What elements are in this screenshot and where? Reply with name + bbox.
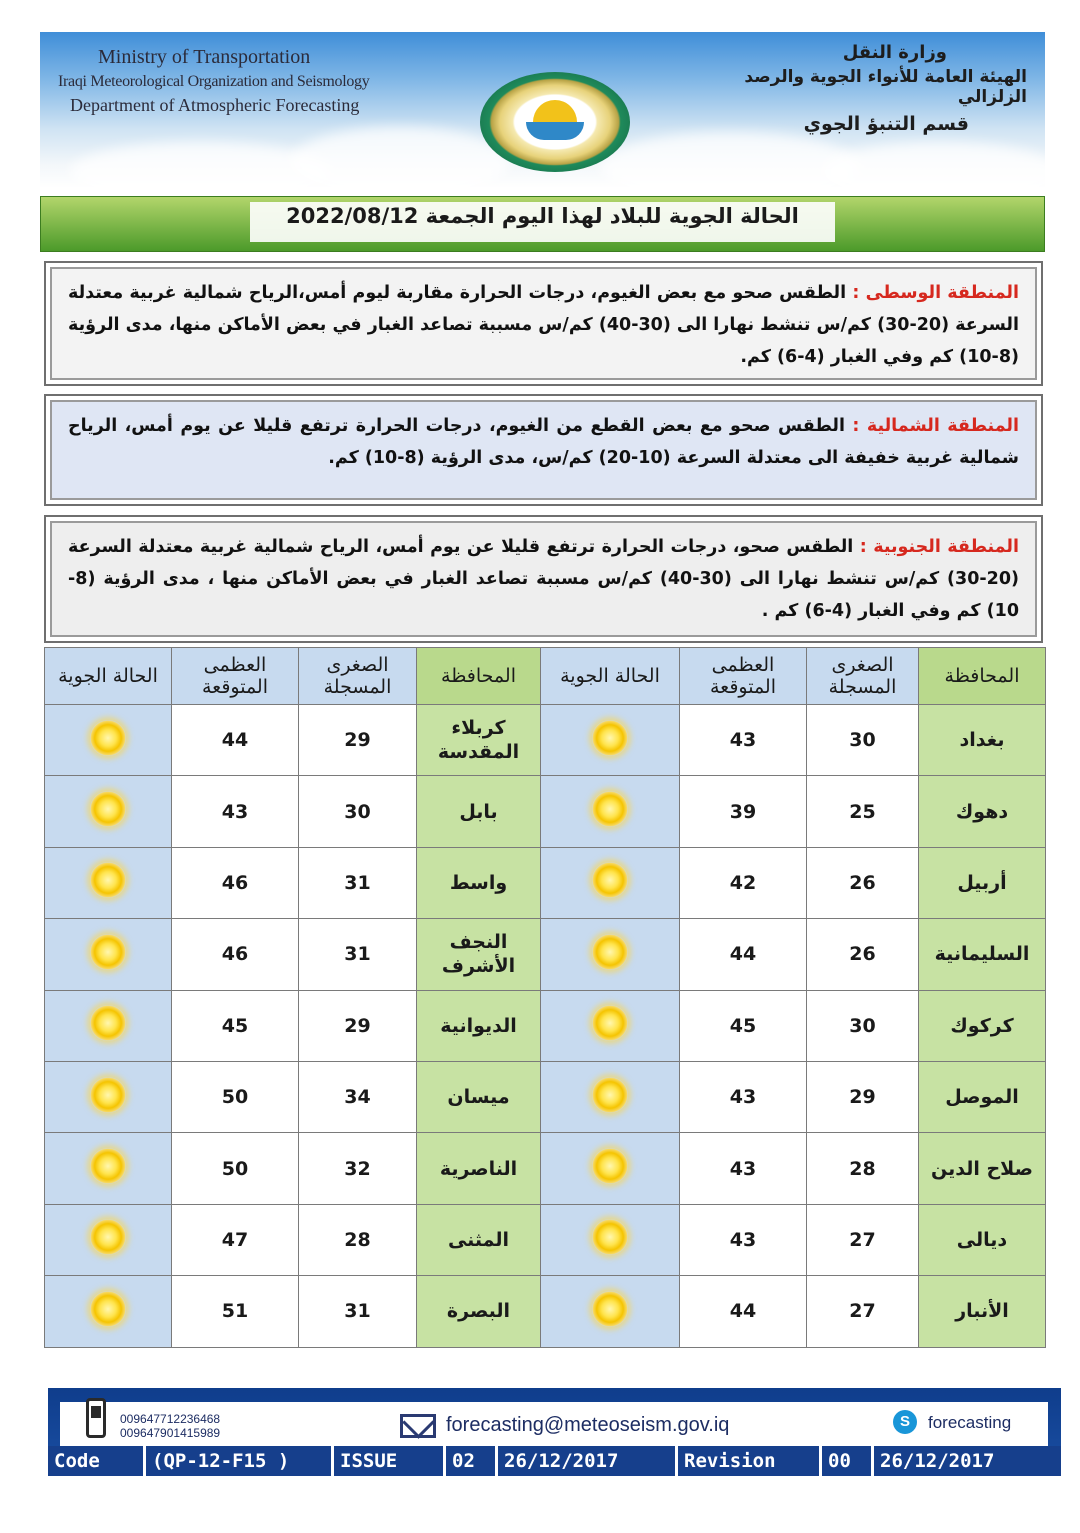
sun-icon — [592, 720, 628, 756]
ministry-name-ar: وزارة النقل — [842, 42, 947, 63]
region-south-body: الطقس صحو، درجات الحرارة ترتفع قليلا عن يوم أمس، الرياح شمالية غربية معتدلة السرعة (20-30) كم/س تنشط نهارا الى (30-40) كم/س مسببة تصاعد الغبار في بعض الأماكن منها ، مدى الرؤية (8-10) كم وفي الغبار (4-6) كم . — [68, 537, 1020, 621]
min-temp-cell: 31 — [299, 919, 417, 990]
region-central-body: الطقس صحو مع بعض الغيوم، درجات الحرارة مقاربة ليوم أمس،الرياح شمالية غربية معتدلة السرعة (20-30) كم/س تنشط نهارا الى (30-40) كم/س مسببة تصاعد الغبار في بعض الأماكن منها، مدى الرؤية (8-10) كم وفي الغبار (4-6) كم. — [68, 283, 1019, 367]
governorate-cell: كربلاء المقدسة — [417, 705, 541, 776]
sun-icon — [90, 720, 126, 756]
table-row — [45, 847, 1046, 918]
max-temp-cell: 43 — [680, 1133, 807, 1204]
sun-icon — [592, 934, 628, 970]
max-temp-cell: 43 — [172, 776, 299, 847]
header-arabic — [727, 42, 1027, 135]
max-temp-cell: 45 — [172, 990, 299, 1061]
weather-state-cell — [45, 1133, 172, 1204]
sun-icon — [90, 1291, 126, 1327]
weather-state-cell — [541, 1133, 680, 1204]
max-temp-cell: 44 — [680, 919, 807, 990]
weather-state-cell — [541, 1276, 680, 1347]
governorate-cell: البصرة — [417, 1276, 541, 1347]
governorate-cell: ميسان — [417, 1061, 541, 1132]
sun-icon — [592, 862, 628, 898]
mail-icon — [400, 1414, 436, 1438]
sun-icon — [90, 1219, 126, 1255]
min-temp-cell: 26 — [807, 919, 919, 990]
region-central-text — [50, 267, 1037, 380]
sun-icon — [592, 1291, 628, 1327]
logo-wave-shape — [526, 122, 584, 140]
sun-icon — [592, 1077, 628, 1113]
logo-sun-shape — [533, 100, 577, 122]
max-temp-cell: 44 — [172, 705, 299, 776]
table-row — [45, 1133, 1046, 1204]
bulletin-page — [40, 32, 1045, 1492]
region-central-box — [44, 261, 1043, 386]
issue-label: ISSUE — [334, 1446, 446, 1476]
governorate-cell: بابل — [417, 776, 541, 847]
governorate-cell: السليمانية — [919, 919, 1046, 990]
header-min: الصغرى المسجلة — [299, 648, 417, 705]
weather-state-cell — [45, 847, 172, 918]
department-name-ar: قسم التنبؤ الجوي — [803, 113, 969, 135]
max-temp-cell: 43 — [680, 1204, 807, 1275]
code-value: (QP-12-F15 ) — [146, 1446, 334, 1476]
governorate-cell: بغداد — [919, 705, 1046, 776]
table-row — [45, 1276, 1046, 1347]
max-temp-cell: 45 — [680, 990, 807, 1061]
weather-state-cell — [45, 1276, 172, 1347]
weather-state-cell — [541, 705, 680, 776]
code-label: Code — [48, 1446, 146, 1476]
table-row — [45, 919, 1046, 990]
region-central-label: المنطقة الوسطى : — [852, 283, 1020, 303]
weather-state-cell — [541, 1061, 680, 1132]
weather-state-cell — [45, 1204, 172, 1275]
region-north-text — [50, 400, 1037, 500]
header-governorate: المحافظة — [417, 648, 541, 705]
governorate-cell: النجف الأشرف — [417, 919, 541, 990]
revision-number: 00 — [822, 1446, 874, 1476]
document-code-row — [48, 1446, 1061, 1476]
header-governorate: المحافظة — [919, 648, 1046, 705]
organization-name-en: Iraqi Meteorological Organization and Seismology — [58, 73, 370, 90]
min-temp-cell: 30 — [807, 705, 919, 776]
min-temp-cell: 27 — [807, 1204, 919, 1275]
weather-state-cell — [45, 919, 172, 990]
weather-state-cell — [45, 990, 172, 1061]
weather-state-cell — [45, 705, 172, 776]
min-temp-cell: 28 — [807, 1133, 919, 1204]
max-temp-cell: 46 — [172, 919, 299, 990]
sun-icon — [592, 1219, 628, 1255]
weather-state-cell — [45, 776, 172, 847]
header-state: الحالة الجوية — [541, 648, 680, 705]
table-row — [45, 990, 1046, 1061]
min-temp-cell: 28 — [299, 1204, 417, 1275]
governorate-cell: المثنى — [417, 1204, 541, 1275]
governorate-cell: ديالى — [919, 1204, 1046, 1275]
max-temp-cell: 47 — [172, 1204, 299, 1275]
min-temp-cell: 27 — [807, 1276, 919, 1347]
sun-icon — [90, 1077, 126, 1113]
max-temp-cell: 51 — [172, 1276, 299, 1347]
min-temp-cell: 31 — [299, 1276, 417, 1347]
weather-state-cell — [45, 1061, 172, 1132]
region-south-box — [44, 515, 1043, 643]
header-state: الحالة الجوية — [45, 648, 172, 705]
sun-icon — [592, 791, 628, 827]
sun-icon — [592, 1005, 628, 1041]
sun-icon — [90, 862, 126, 898]
skype-name[interactable]: forecasting — [928, 1413, 1012, 1432]
governorate-cell: دهوك — [919, 776, 1046, 847]
forecast-table — [44, 647, 1046, 1348]
phone-icon — [86, 1398, 106, 1438]
min-temp-cell: 29 — [299, 990, 417, 1061]
min-temp-cell: 25 — [807, 776, 919, 847]
ministry-name-en: Ministry of Transportation — [98, 46, 311, 68]
max-temp-cell: 50 — [172, 1133, 299, 1204]
max-temp-cell: 46 — [172, 847, 299, 918]
revision-date: 26/12/2017 — [874, 1446, 1061, 1476]
weather-state-cell — [541, 919, 680, 990]
header-banner — [40, 32, 1045, 188]
governorate-cell: الديوانية — [417, 990, 541, 1061]
min-temp-cell: 29 — [807, 1061, 919, 1132]
header-min: الصغرى المسجلة — [807, 648, 919, 705]
governorate-cell: الناصرية — [417, 1133, 541, 1204]
min-temp-cell: 32 — [299, 1133, 417, 1204]
weather-state-cell — [541, 1204, 680, 1275]
revision-label: Revision — [678, 1446, 822, 1476]
table-row — [45, 1204, 1046, 1275]
min-temp-cell: 26 — [807, 847, 919, 918]
organization-logo-icon — [480, 72, 630, 172]
region-north-box — [44, 394, 1043, 506]
governorate-cell: أربيل — [919, 847, 1046, 918]
department-name-en: Department of Atmospheric Forecasting — [70, 95, 360, 115]
min-temp-cell: 31 — [299, 847, 417, 918]
table-header-row — [45, 648, 1046, 705]
header-max: العظمى المتوقعة — [680, 648, 807, 705]
max-temp-cell: 43 — [680, 705, 807, 776]
max-temp-cell: 44 — [680, 1276, 807, 1347]
organization-name-ar: الهيئة العامة للأنواء الجوية والرصد الزلزالي — [744, 67, 1027, 107]
sun-icon — [90, 1005, 126, 1041]
weather-state-cell — [541, 990, 680, 1061]
table-row — [45, 1061, 1046, 1132]
header-english — [58, 46, 378, 116]
max-temp-cell: 43 — [680, 1061, 807, 1132]
governorate-cell: الأنبار — [919, 1276, 1046, 1347]
skype-icon: S — [893, 1410, 917, 1434]
phone-1: 009647712236468 — [120, 1412, 221, 1426]
governorate-cell: واسط — [417, 847, 541, 918]
region-north-label: المنطقة الشمالية : — [852, 416, 1019, 436]
max-temp-cell: 39 — [680, 776, 807, 847]
page-title: الحالة الجوية للبلاد لهذا اليوم الجمعة 2022/08/12 — [286, 204, 799, 228]
min-temp-cell: 34 — [299, 1061, 417, 1132]
table-row — [45, 776, 1046, 847]
region-north-body: الطقس صحو مع بعض القطع من الغيوم، درجات الحرارة ترتفع قليلا عن يوم أمس، الرياح شمالية غربية خفيفة الى معتدلة السرعة (10-20) كم/س، مدى الرؤية (8-10) كم. — [68, 416, 1019, 468]
min-temp-cell: 29 — [299, 705, 417, 776]
issue-date: 26/12/2017 — [498, 1446, 678, 1476]
governorate-cell: كركوك — [919, 990, 1046, 1061]
region-south-text — [50, 521, 1037, 637]
phone-2: 009647901415989 — [120, 1426, 221, 1440]
region-south-label: المنطقة الجنوبية : — [859, 537, 1019, 557]
min-temp-cell: 30 — [299, 776, 417, 847]
governorate-cell: صلاح الدين — [919, 1133, 1046, 1204]
min-temp-cell: 30 — [807, 990, 919, 1061]
governorate-cell: الموصل — [919, 1061, 1046, 1132]
table-body — [45, 705, 1046, 1348]
weather-state-cell — [541, 776, 680, 847]
sun-icon — [90, 1148, 126, 1184]
max-temp-cell: 42 — [680, 847, 807, 918]
sun-icon — [592, 1148, 628, 1184]
sun-icon — [90, 934, 126, 970]
phone-numbers — [120, 1412, 220, 1440]
contact-email[interactable]: forecasting@meteoseism.gov.iq — [446, 1414, 730, 1436]
header-max: العظمى المتوقعة — [172, 648, 299, 705]
sun-icon — [90, 791, 126, 827]
issue-number: 02 — [446, 1446, 498, 1476]
weather-state-cell — [541, 847, 680, 918]
table-row — [45, 705, 1046, 776]
max-temp-cell: 50 — [172, 1061, 299, 1132]
